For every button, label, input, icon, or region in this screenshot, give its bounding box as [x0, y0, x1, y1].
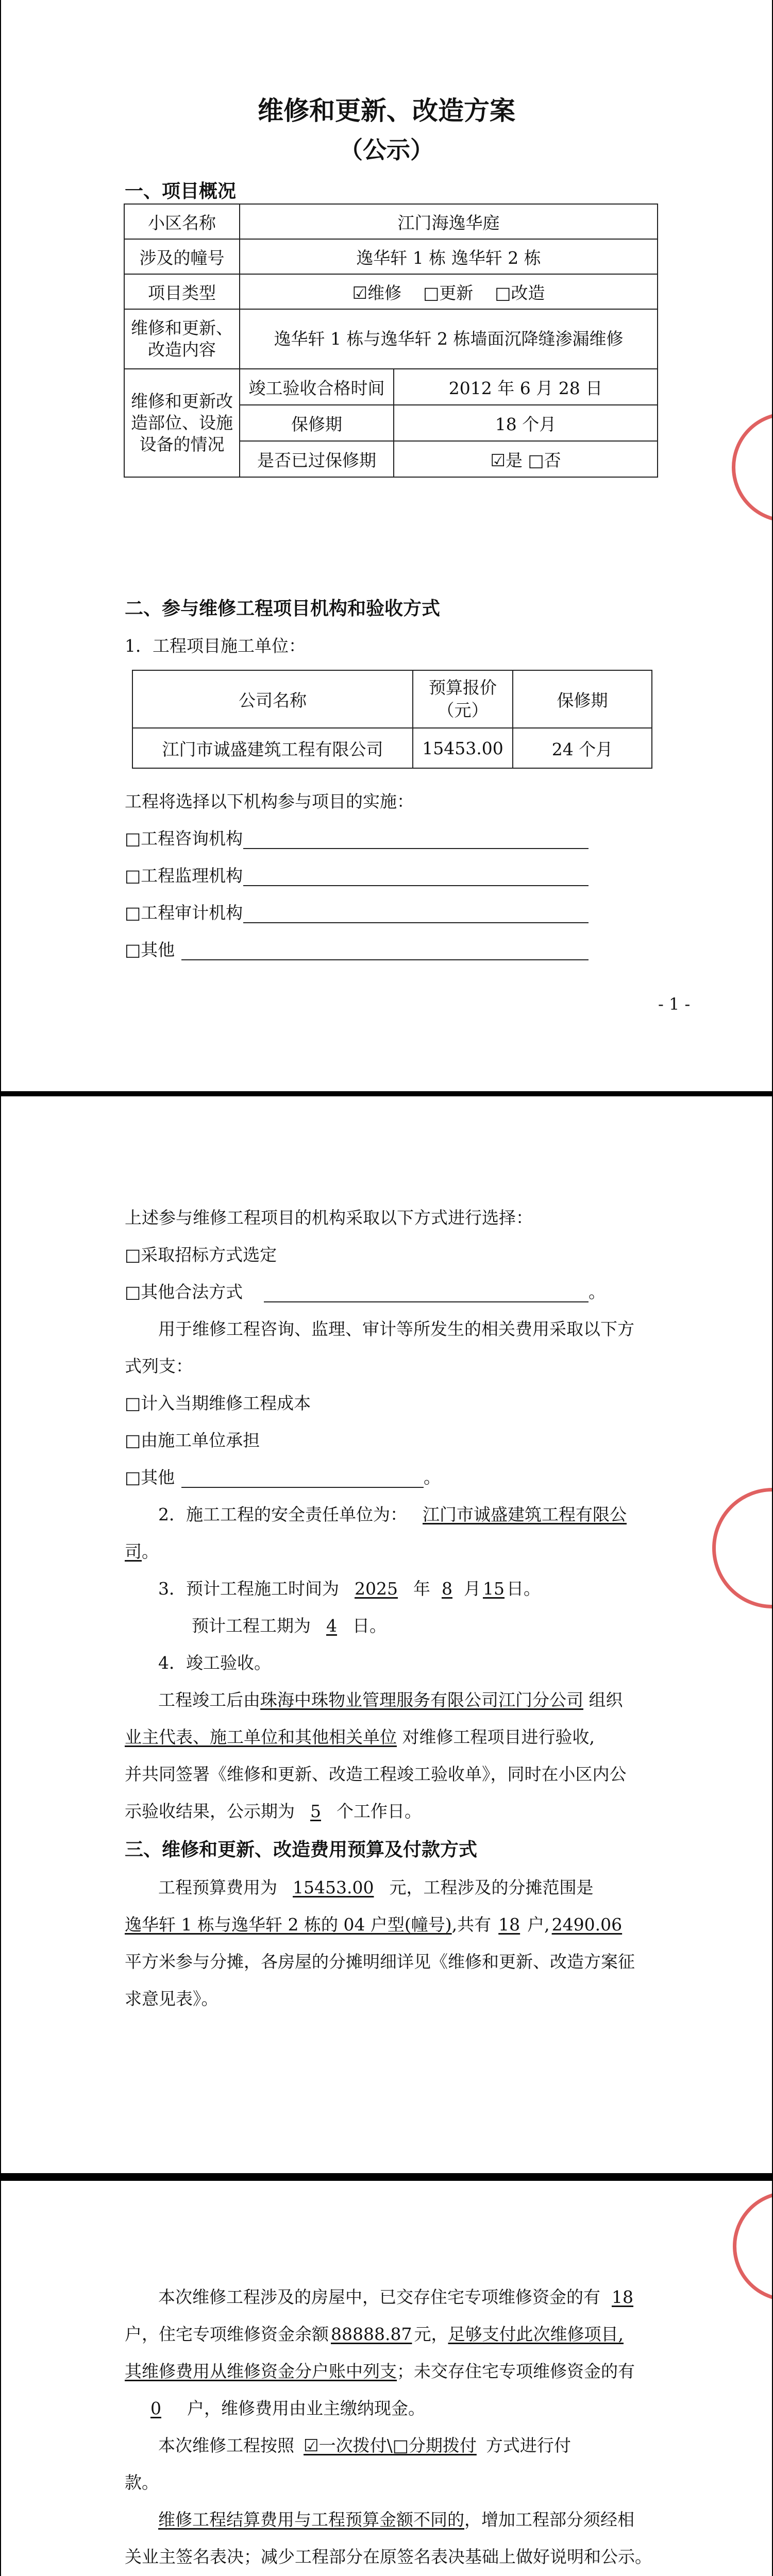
funded-households: 18 [612, 2287, 633, 2307]
contractor-table [132, 670, 652, 769]
selection-method-text: 上述参与维修工程项目的机构采取以下方式进行选择： [125, 1208, 533, 1228]
acceptance-line-1 [158, 1687, 623, 1711]
difference-line-1 [158, 2506, 634, 2531]
document-subtitle: （公示） [339, 136, 434, 164]
period-days: 4 [326, 1616, 337, 1636]
fund-source: 其维修费用从维修资金分户账中列支 [125, 2361, 397, 2381]
safety-prefix: 2．施工工程的安全责任单位为： [158, 1504, 407, 1524]
budget-line-2 [125, 1911, 624, 1936]
fund-sufficient: 足够支付此次维修项目, [448, 2324, 624, 2344]
safety-unit-text [158, 1501, 627, 1526]
budget-amount: 15453.00 [293, 1877, 374, 1897]
agency-select-text: 工程将选择以下机构参与项目的实施： [125, 791, 414, 811]
section-2-heading: 二、参与维修工程项目机构和验收方式 [125, 598, 441, 619]
fee-other: □其他 [125, 1467, 175, 1487]
day-unit: 日。 [506, 1579, 541, 1599]
difference-rule: 维修工程结算费用与工程预算金额不同的 [158, 2510, 464, 2530]
acceptance-line-3: 并共同签署《维修和更新、改造工程竣工验收单》，同时在小区内公 [125, 1764, 627, 1784]
method-tender: □采取招标方式选定 [125, 1245, 277, 1265]
document-page-1 [1, 0, 772, 1091]
allocation-scope: 逸华轩 1 栋与逸华轩 2 栋的 04 户型(幢号) [125, 1914, 452, 1935]
safety-unit: 江门市诚盛建筑工程有限公 [423, 1504, 627, 1524]
buildings-label: 涉及的幢号 [124, 239, 240, 274]
f3-suffix: ；未交存住宅专项维修资金的有 [397, 2361, 635, 2381]
budget-line-4: 求意见表》。 [125, 1989, 219, 2009]
red-seal-3 [733, 2191, 772, 2301]
start-year: 2025 [355, 1579, 398, 1599]
warranty-label: 保修期 [240, 405, 394, 441]
safety-unit-cont: 司。 [125, 1541, 159, 1562]
type-option-renovate: □改造 [495, 282, 545, 303]
fund-balance: 88888.87 [331, 2324, 412, 2344]
buildings-value: 逸华轩 1 栋 逸华轩 2 栋 [240, 239, 658, 274]
period-suffix: 日。 [352, 1616, 386, 1636]
period-mark: 。 [589, 1282, 606, 1302]
method-other: □其他合法方式 [125, 1282, 243, 1302]
contractor-budget: 15453.00 [413, 728, 513, 768]
contractor-name: 江门市诚盛建筑工程有限公司 [132, 728, 413, 768]
period-text [192, 1613, 386, 1637]
fund-line-3 [125, 2358, 635, 2382]
section-3-heading: 三、维修和更新、改造费用预算及付款方式 [125, 1839, 478, 1860]
budget-line-3: 平方米参与分摊，各房屋的分摊明细详见《维修和更新、改造方案征 [125, 1952, 635, 1972]
contractor-warranty: 24 个月 [513, 728, 652, 768]
document-title: 维修和更新、改造方案 [258, 96, 515, 126]
month-unit: 月 [463, 1579, 481, 1599]
payment-line-2: 款。 [125, 2472, 159, 2493]
type-option-update: □更新 [423, 282, 474, 303]
acceptance-days: 5 [310, 1801, 321, 1821]
expired-label: 是否已过保修期 [240, 441, 394, 477]
content-value: 逸华轩 1 栋与逸华轩 2 栋墙面沉降缝渗漏维修 [240, 309, 658, 369]
red-seal [732, 412, 772, 522]
b1-prefix: 工程预算费用为 [158, 1877, 277, 1897]
red-seal-2 [712, 1488, 772, 1608]
acceptance-value: 2012 年 6 月 28 日 [394, 369, 658, 405]
fee-cost: □计入当期维修工程成本 [125, 1393, 311, 1413]
diff1-suffix: ，增加工程部分须经相 [464, 2510, 634, 2530]
community-label: 小区名称 [124, 204, 240, 239]
f2-mid: 元， [414, 2324, 448, 2344]
agency-supervision-line [243, 885, 589, 886]
allocation-area: 2490.06 [551, 1914, 623, 1935]
agency-other: □其他 [125, 940, 175, 960]
fee-method-text-2: 式列支： [125, 1356, 193, 1376]
expired-value: ☑是 □否 [394, 441, 658, 477]
acc2-suffix: 对维修工程项目进行验收, [402, 1727, 595, 1747]
acceptance-line-2 [125, 1724, 595, 1748]
agency-audit: □工程审计机构 [125, 903, 243, 923]
pay-prefix: 本次维修工程按照 [158, 2435, 294, 2455]
facility-label: 维修和更新改造部位、设施设备的情况 [124, 369, 240, 477]
fund-line-1 [158, 2284, 645, 2308]
acc1-prefix: 工程竣工后由 [158, 1690, 260, 1710]
start-day: 15 [482, 1579, 505, 1599]
acceptance-line-4 [125, 1798, 422, 1822]
contractor-col-warranty: 保修期 [513, 670, 652, 728]
period-prefix: 预计工程工期为 [192, 1616, 311, 1636]
agency-consulting: □工程咨询机构 [125, 828, 243, 849]
pay-suffix: 方式进行付 [485, 2435, 571, 2455]
safety-unit-2: 司 [125, 1541, 142, 1562]
start-time-text [158, 1575, 541, 1600]
content-label: 维修和更新、改造内容 [124, 309, 240, 369]
contractor-col-name: 公司名称 [132, 670, 413, 728]
fee-contractor: □由施工单位承担 [125, 1430, 260, 1450]
item-4-text: 4．竣工验收。 [158, 1653, 271, 1673]
page-number: - 1 - [658, 994, 691, 1014]
fee-other-line [181, 1487, 424, 1488]
acceptance-parties: 业主代表、施工单位和其他相关单位 [125, 1727, 397, 1747]
method-other-line [264, 1301, 589, 1302]
unfunded-households: 0 [150, 2398, 161, 2418]
fee-method-text: 用于维修工程咨询、监理、审计等所发生的相关费用采取以下方 [158, 1319, 634, 1339]
agency-consulting-line [243, 848, 589, 849]
b2-hu: 户, [527, 1914, 550, 1935]
acc4-suffix: 个工作日。 [337, 1801, 422, 1821]
start-month: 8 [441, 1579, 452, 1599]
section-1-heading: 一、项目概况 [125, 181, 237, 202]
start-prefix: 3．预计工程施工时间为 [158, 1579, 339, 1599]
warranty-value: 18 个月 [394, 405, 658, 441]
f1-prefix: 本次维修工程涉及的房屋中，已交存住宅专项维修资金的有 [158, 2287, 600, 2307]
document-page-3 [1, 2181, 772, 2576]
payment-line-1 [158, 2432, 571, 2456]
fund-line-2 [125, 2321, 624, 2345]
document-page-2 [1, 1096, 772, 2173]
b1-suffix: 元，工程涉及的分摊范围是 [389, 1877, 594, 1897]
fund-line-4 [125, 2395, 425, 2419]
community-value: 江门海逸华庭 [240, 204, 658, 239]
year-unit: 年 [413, 1579, 430, 1599]
project-overview-table [124, 204, 658, 478]
f2-prefix: 户，住宅专项维修资金余额 [125, 2324, 329, 2344]
f4-suffix: 户，维修费用由业主缴纳现金。 [187, 2398, 425, 2418]
acceptance-organizer: 珠海中珠物业管理服务有限公司江门分公司 [260, 1690, 583, 1710]
acc4-prefix: 示验收结果，公示期为 [125, 1801, 295, 1821]
period-mark-2: 。 [424, 1467, 441, 1487]
agency-audit-line [243, 922, 589, 923]
household-count: 18 [498, 1914, 520, 1935]
acc1-suffix: 组织 [589, 1690, 623, 1710]
difference-line-2: 关业主签名表决；减少工程部分在原签名表决基础上做好说明和公示。 [125, 2547, 652, 2567]
budget-line-1 [158, 1874, 593, 1899]
contractor-col-budget: 预算报价（元） [413, 670, 513, 728]
acceptance-label: 竣工验收合格时间 [240, 369, 394, 405]
type-label: 项目类型 [124, 274, 240, 309]
item-1-text: 1．工程项目施工单位： [125, 636, 306, 656]
b2-mid: ,共有 [451, 1914, 492, 1935]
agency-supervision: □工程监理机构 [125, 866, 243, 886]
type-options [240, 274, 658, 309]
type-option-repair: ☑维修 [352, 282, 402, 303]
payment-method: ☑一次拨付\□分期拨付 [304, 2435, 477, 2455]
agency-other-line [181, 959, 589, 960]
